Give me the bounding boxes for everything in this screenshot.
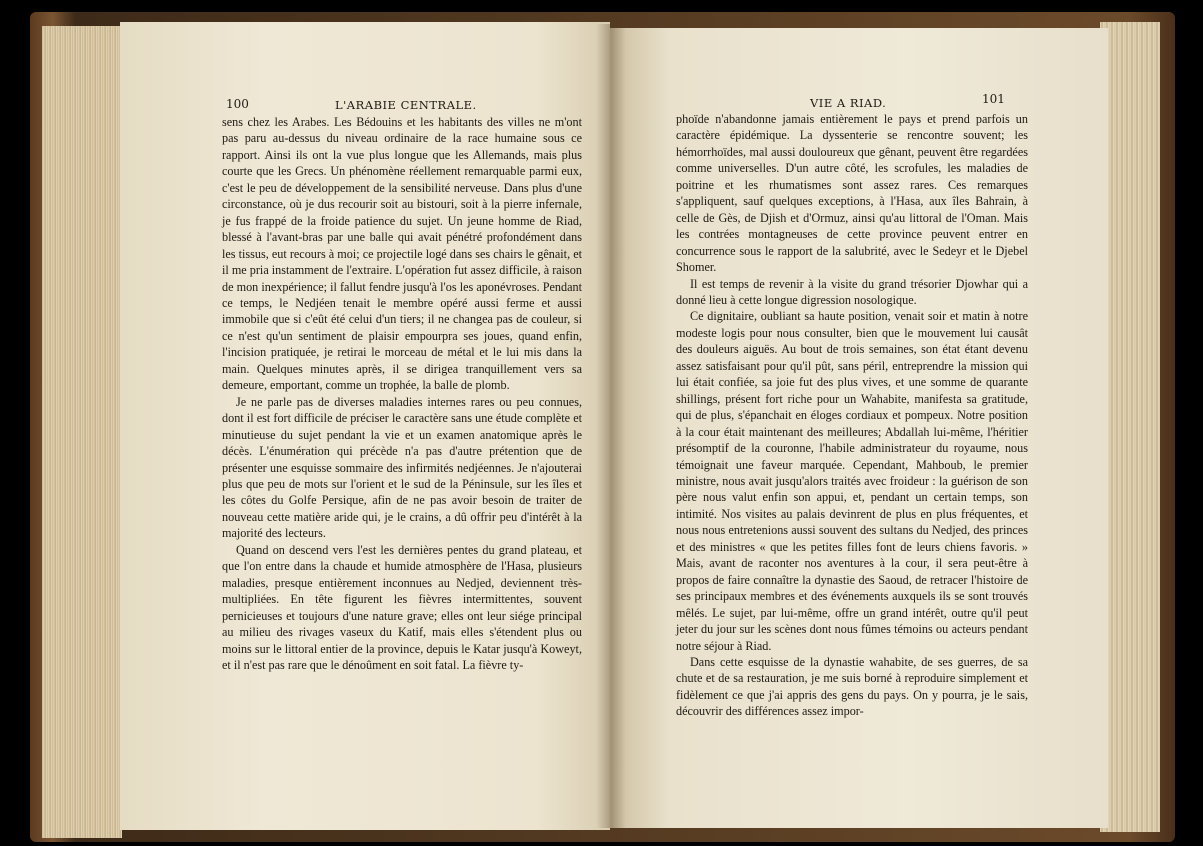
- left-page-number: 100: [226, 97, 249, 111]
- right-page: [610, 28, 1108, 828]
- left-page: [120, 22, 610, 830]
- left-text-block: [222, 114, 582, 673]
- page-edges-right: [1100, 22, 1160, 832]
- right-paragraph-3: Ce dignitaire, oubliant sa haute position, venait soir et matin à notre modeste logis pour nous consulter, bien que le mouvement lui causât des douleurs aiguës. Au bout de trois semaines, son état étant devenu assez satisfaisant pour qu'il pût, sans péril, entreprendre la mission qui lui était confiée, sa joie fut des plus vives, et une somme de quarante shillings, présent fort riche pour un Wahabite, manifesta sa gratitude, qui de plus, s'épanchait en éloges cordiaux et pompeux. Notre position à la cour était maintenant des meilleures; Abdallah lui-même, l'héritier présomptif de la couronne, l'habile administrateur du royaume, nous témoignait une faveur marquée. Cependant, Mahboub, le premier ministre, nous avait jusqu'alors traités avec froideur : la guérison de son père nous valut enfin son appui, et, pendant un certain temps, son intimité. Nos visites au palais devinrent de plus en plus fréquentes, et nous nous entretenions aussi souvent des sultans du Nedjed, des princes et des ministres « que les petites filles font de leurs chiens favoris. » Mais, avant de raconter nos aventures à la cour, il sera peut-être à propos de faire connaître la dynastie des Saoud, de retracer l'histoire de ses principaux membres et des événements auxquels ils se sont trouvés mêlés. Le sujet, par lui-même, offre un grand intérêt, outre qu'il peut jeter du jour sur les scènes dont nous fûmes témoins ou acteurs pendant notre séjour à Riad.: [676, 309, 1028, 653]
- left-paragraph-2: Je ne parle pas de diverses maladies internes rares ou peu connues, dont il est fort difficile de préciser le caractère sans une étude complète et minutieuse du sujet pendant la vie et un examen anatomique après le décès. L'énumération qui précède n'a pas d'autre prétention que de présenter une esquisse sommaire des infirmités nedjéennes. Je n'ajouterai plus que peu de mots sur l'orient et le sud de la Péninsule, sur les îles et les côtes du Golfe Persique, afin de ne pas avoir besoin de traiter de nouveau cette matière aride qui, je le crains, a dû offrir peu d'intérêt à la majorité des lecteurs.: [222, 394, 582, 541]
- left-paragraph-3: Quand on descend vers l'est les dernières pentes du grand plateau, et que l'on entre dans la chaude et humide atmosphère de l'Hasa, plusieurs maladies, presque entièrement inconnues au Nedjed, deviennent très-multipliées. En tête figurent les fièvres intermittentes, souvent pernicieuses et toujours d'une nature grave; elles ont leur siége principal au milieu des rivages vaseux du Katif, mais elles s'étendent plus ou moins sur le littoral entier de la province, depuis le Katar jusqu'à Koweyt, et il n'est pas rare que le dénoûment en soit fatal. La fièvre ty-: [222, 542, 582, 672]
- right-page-number: 101: [982, 92, 1005, 106]
- right-paragraph-4: Dans cette esquisse de la dynastie wahabite, de ses guerres, de sa chute et de sa restauration, je me suis borné à reproduire simplement et fidèlement ce que j'ai appris des gens du pays. On y pourra, je le sais, découvrir des différences assez impor-: [676, 654, 1028, 719]
- right-paragraph-1: phoïde n'abandonne jamais entièrement le pays et prend parfois un caractère épidémique. La dyssenterie se rencontre souvent; les hémorrhoïdes, mal aussi douloureux que gênant, peuvent être regardées comme universelles. D'un autre côté, les scrofules, les maladies de poitrine et les rhumatismes sont assez rares. Ces remarques s'appliquent, sauf quelques exceptions, à l'Hasa, aux îles Bahrain, à celle de Gès, de Djish et d'Ormuz, ainsi qu'au littoral de l'Oman. Mais les contrées montagneuses de cette province peuvent entrer en concurrence sous le rapport de la salubrité, avec le Sedeyr et le Djebel Shomer.: [676, 112, 1028, 275]
- book-gutter: [596, 24, 626, 828]
- right-text-block: [676, 111, 1028, 720]
- right-paragraph-2: Il est temps de revenir à la visite du grand trésorier Djowhar qui a donné lieu à cette longue digression nosologique.: [676, 276, 1028, 307]
- right-running-head: VIE A RIAD.: [810, 96, 887, 110]
- page-edges-left: [42, 26, 122, 838]
- left-paragraph-1: sens chez les Arabes. Les Bédouins et les habitants des villes ne m'ont pas paru au-dessus du niveau ordinaire de la race humaine sous ce rapport. Ainsi ils ont la vue plus longue que les Allemands, mais plus courte que les Grecs. Un phénomène réellement remarquable parmi eux, c'est le peu de développement de la sensibilité nerveuse. Dans plus d'une circonstance, où je dus recourir soit au bistouri, soit à la pierre infernale, je fus frappé de la froide patience du sujet. Un jeune homme de Riad, blessé à l'avant-bras par une balle qui avait pénétré profondément dans les tissus, eut recours à moi; ce projectile logé dans ses chairs le gênait, et il me pria instamment de l'extraire. L'opération fut assez difficile, à raison de mon inexpérience; il fallut fendre jusqu'à l'os les aponévroses. Pendant ce temps, le Nedjéen tenait le membre opéré aussi ferme et aussi immobile que si c'eût été celui d'un tiers; il ne changea pas de couleur, si ce n'est qu'un sentiment de plaisir empourpra ses joues, quand enfin, l'incision pratiquée, je retirai le morceau de métal et le lui mis dans la main. Quelques minutes après, il se dirigea tranquillement vers sa demeure, emportant, comme un trophée, la balle de plomb.: [222, 115, 582, 393]
- left-running-head: L'ARABIE CENTRALE.: [335, 98, 477, 112]
